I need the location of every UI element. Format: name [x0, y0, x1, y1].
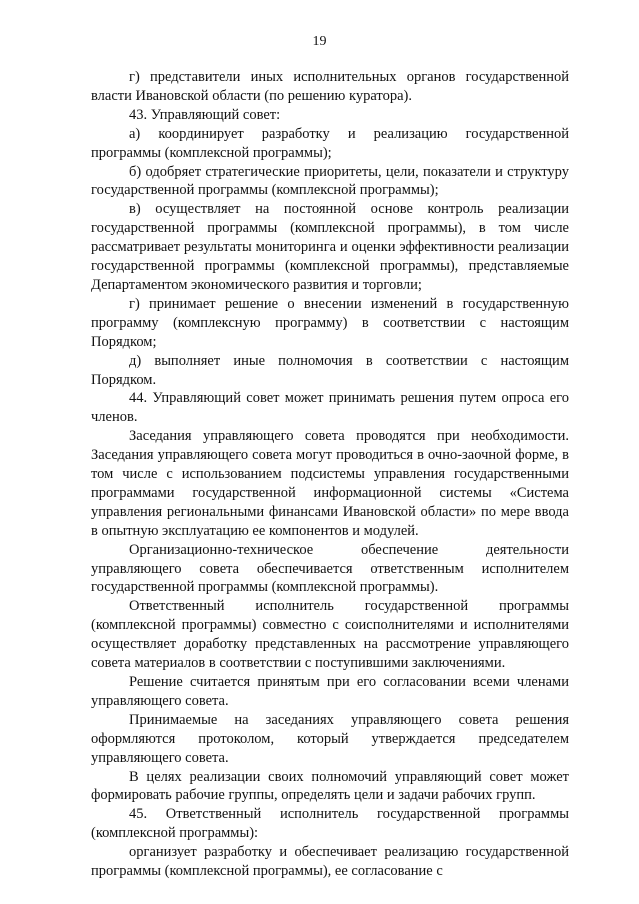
paragraph: г) принимает решение о внесении изменений в государственную программу (комплексную программу) в соответствии с настоящим Порядком; — [91, 295, 569, 350]
paragraph: в) осуществляет на постоянной основе контроль реализации государственной программы (комплексной программы), в том числе рассматривает результаты мониторинга и оценки эффективности реализации государственной программы (комплексной программы), представляемые Департаментом экономического развития и торговли; — [91, 201, 569, 293]
paragraph: Ответственный исполнитель государственной программы (комплексной программы) совместно с соисполнителями и исполнителями осуществляет доработку представленных на рассмотрение управляющего совета материалов в соответствии с поступившими заключениями. — [91, 598, 569, 672]
paragraph: Заседания управляющего совета проводятся при необходимости. Заседания управляющего совета могут проводиться в очно-заочной форме, в том числе с использованием подсистемы управления государственными программами государственной информационной системы «Система управления региональными финансами Ивановской области» по мере ввода в опытную эксплуатацию ее компонентов и модулей. — [91, 428, 569, 539]
paragraph: б) одобряет стратегические приоритеты, цели, показатели и структуру государственной программы (комплексной программы); — [91, 163, 569, 199]
paragraph: организует разработку и обеспечивает реализацию государственной программы (комплексной программы), ее согласование с — [91, 844, 569, 880]
paragraph: г) представители иных исполнительных органов государственной власти Ивановской области (по решению куратора). — [91, 69, 569, 104]
paragraph: Организационно-техническое обеспечение деятельности управляющего совета обеспечивается ответственным исполнителем государственной программы (комплексной программы). — [91, 541, 569, 596]
paragraph: Принимаемые на заседаниях управляющего совета решения оформляются протоколом, который утверждается председателем управляющего совета. — [91, 711, 569, 766]
paragraph: 43. Управляющий совет: — [129, 106, 281, 123]
page-number: 19 — [312, 34, 327, 49]
paragraph: В целях реализации своих полномочий управляющий совет может формировать рабочие группы, определять цели и задачи рабочих групп. — [91, 768, 569, 804]
paragraph: д) выполняет иные полномочия в соответствии с настоящим Порядком. — [91, 352, 569, 388]
paragraph: 44. Управляющий совет может принимать решения путем опроса его членов. — [91, 390, 569, 426]
paragraph: 45. Ответственный исполнитель государственной программы (комплексной программы): — [91, 806, 569, 842]
document-body — [91, 68, 569, 881]
paragraph: а) координирует разработку и реализацию государственной программы (комплексной программы); — [91, 125, 569, 161]
paragraph: Решение считается принятым при его согласовании всеми членами управляющего совета. — [91, 674, 569, 709]
